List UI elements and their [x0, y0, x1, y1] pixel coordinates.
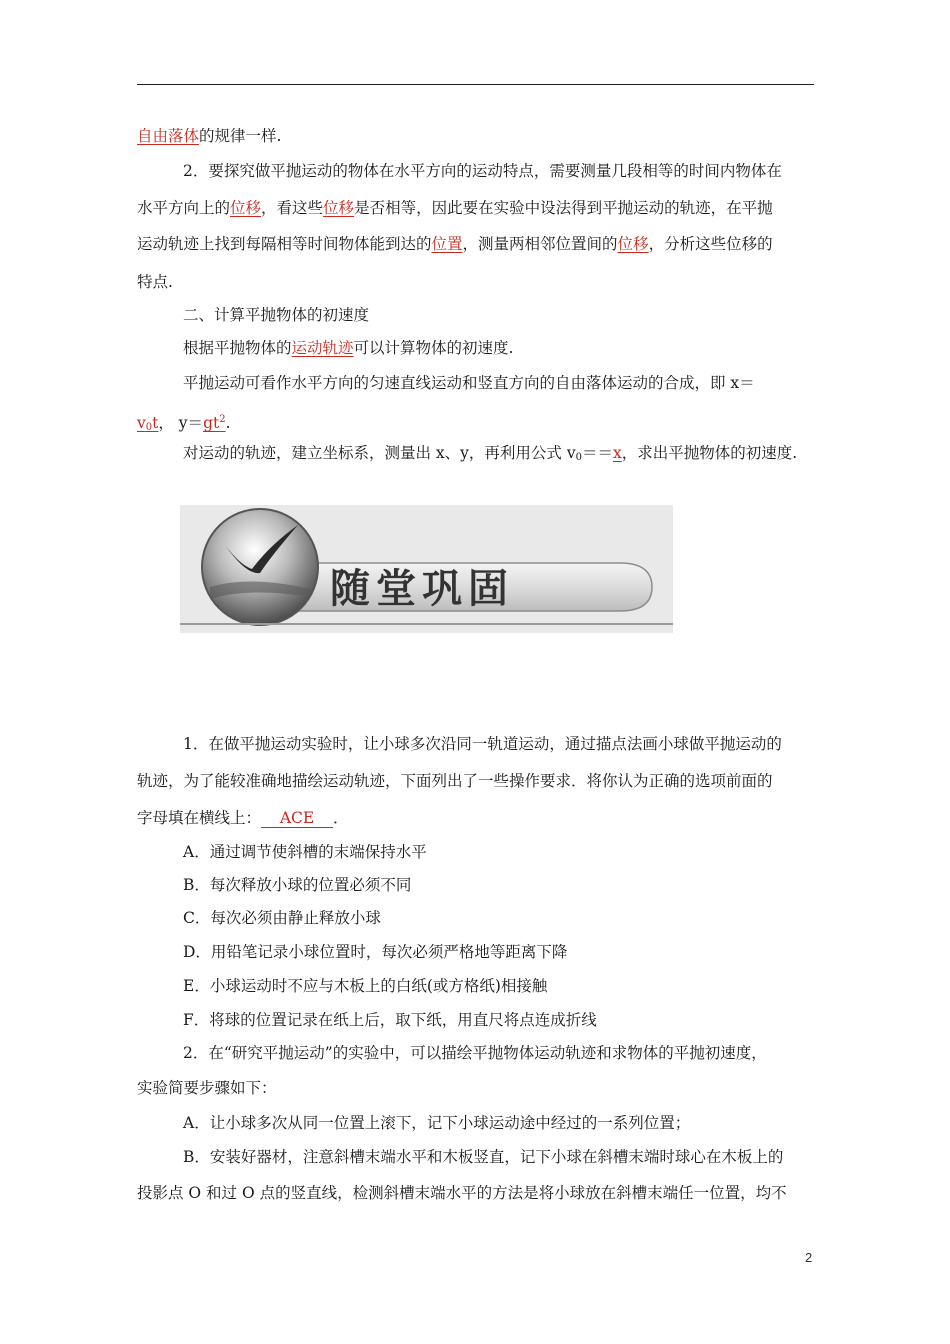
question-text: 1．在做平抛运动实验时，让小球多次沿同一轨道运动，通过描点法画小球做平抛运动的	[183, 735, 782, 753]
option-b: B．每次释放小球的位置必须不同	[183, 876, 412, 894]
text-line: 平抛运动可看作水平方向的匀速直线运动和竖直方向的自由落体运动的合成，即 x＝	[183, 374, 755, 392]
answer-text: $v_0t$	[137, 414, 159, 433]
step-b-cont: 投影点 O 和过 O 点的竖直线，检测斜槽末端水平的方法是将小球放在斜槽末端任一位置，均不	[137, 1184, 787, 1202]
step-b: B．安装好器材，注意斜槽末端水平和木板竖直，记下小球在斜槽末端时球心在木板上的	[183, 1148, 784, 1166]
answer-blank: ACE	[261, 810, 333, 828]
question-text: 实验简要步骤如下：	[137, 1079, 277, 1097]
answer-text: 位移	[230, 199, 262, 217]
text-line: 2．要探究做平抛运动的物体在水平方向的运动特点，需要测量几段相等的时间内物体在	[183, 162, 782, 180]
text-line: 根据平抛物体的运动轨迹可以计算物体的初速度.	[183, 339, 514, 357]
option-e: E．小球运动时不应与木板上的白纸(或方格纸)相接触	[183, 977, 548, 995]
page-number: 2	[805, 1250, 813, 1265]
section-banner	[180, 505, 673, 633]
answer-text: $gt^2$	[203, 414, 226, 432]
header-rule	[137, 84, 814, 85]
option-f: F．将球的位置记录在纸上后，取下纸，用直尺将点连成折线	[183, 1011, 597, 1029]
formula-line: $v_0t$， $y=gt^2$.	[137, 414, 231, 433]
text-line: 水平方向上的位移，看这些位移是否相等，因此要在实验中设法得到平抛运动的轨迹，在平抛	[137, 199, 773, 217]
answer-text: 运动轨迹	[291, 339, 354, 357]
banner-graphic	[180, 505, 673, 633]
option-c: C．每次必须由静止释放小球	[183, 909, 381, 927]
text-line: 自由落体的规律一样.	[137, 127, 282, 145]
answer-text: 位置	[431, 235, 463, 253]
question-text: 字母填在横线上： ACE ．	[137, 809, 349, 827]
answer-text: 位移	[617, 235, 649, 253]
banner-title: 随堂巩固	[330, 565, 514, 612]
answer-text: x	[613, 444, 622, 462]
section-heading: 二、计算平抛物体的初速度	[183, 306, 370, 324]
text-line: 运动轨迹上找到每隔相等时间物体能到达的位置，测量两相邻位置间的位移，分析这些位移的	[137, 235, 773, 253]
formula-line: 对运动的轨迹，建立坐标系，测量出 x、y，再利用公式 $v_0==x$，求出平抛物体的初速度.	[183, 444, 798, 463]
option-d: D．用铅笔记录小球位置时，每次必须严格地等距离下降	[183, 943, 568, 961]
answer-text: 位移	[323, 199, 355, 217]
option-a: A．通过调节使斜槽的末端保持水平	[183, 843, 427, 861]
question-text: 2．在“研究平抛运动”的实验中，可以描绘平抛物体运动轨迹和求物体的平抛初速度，	[183, 1044, 767, 1062]
answer-text: 自由落体	[137, 127, 200, 145]
text-line: 特点.	[137, 273, 173, 291]
step-a: A．让小球多次从同一位置上滚下，记下小球运动途中经过的一系列位置；	[183, 1114, 691, 1132]
question-text: 轨迹，为了能较准确地描绘运动轨迹，下面列出了一些操作要求．将你认为正确的选项前面的	[137, 772, 773, 790]
